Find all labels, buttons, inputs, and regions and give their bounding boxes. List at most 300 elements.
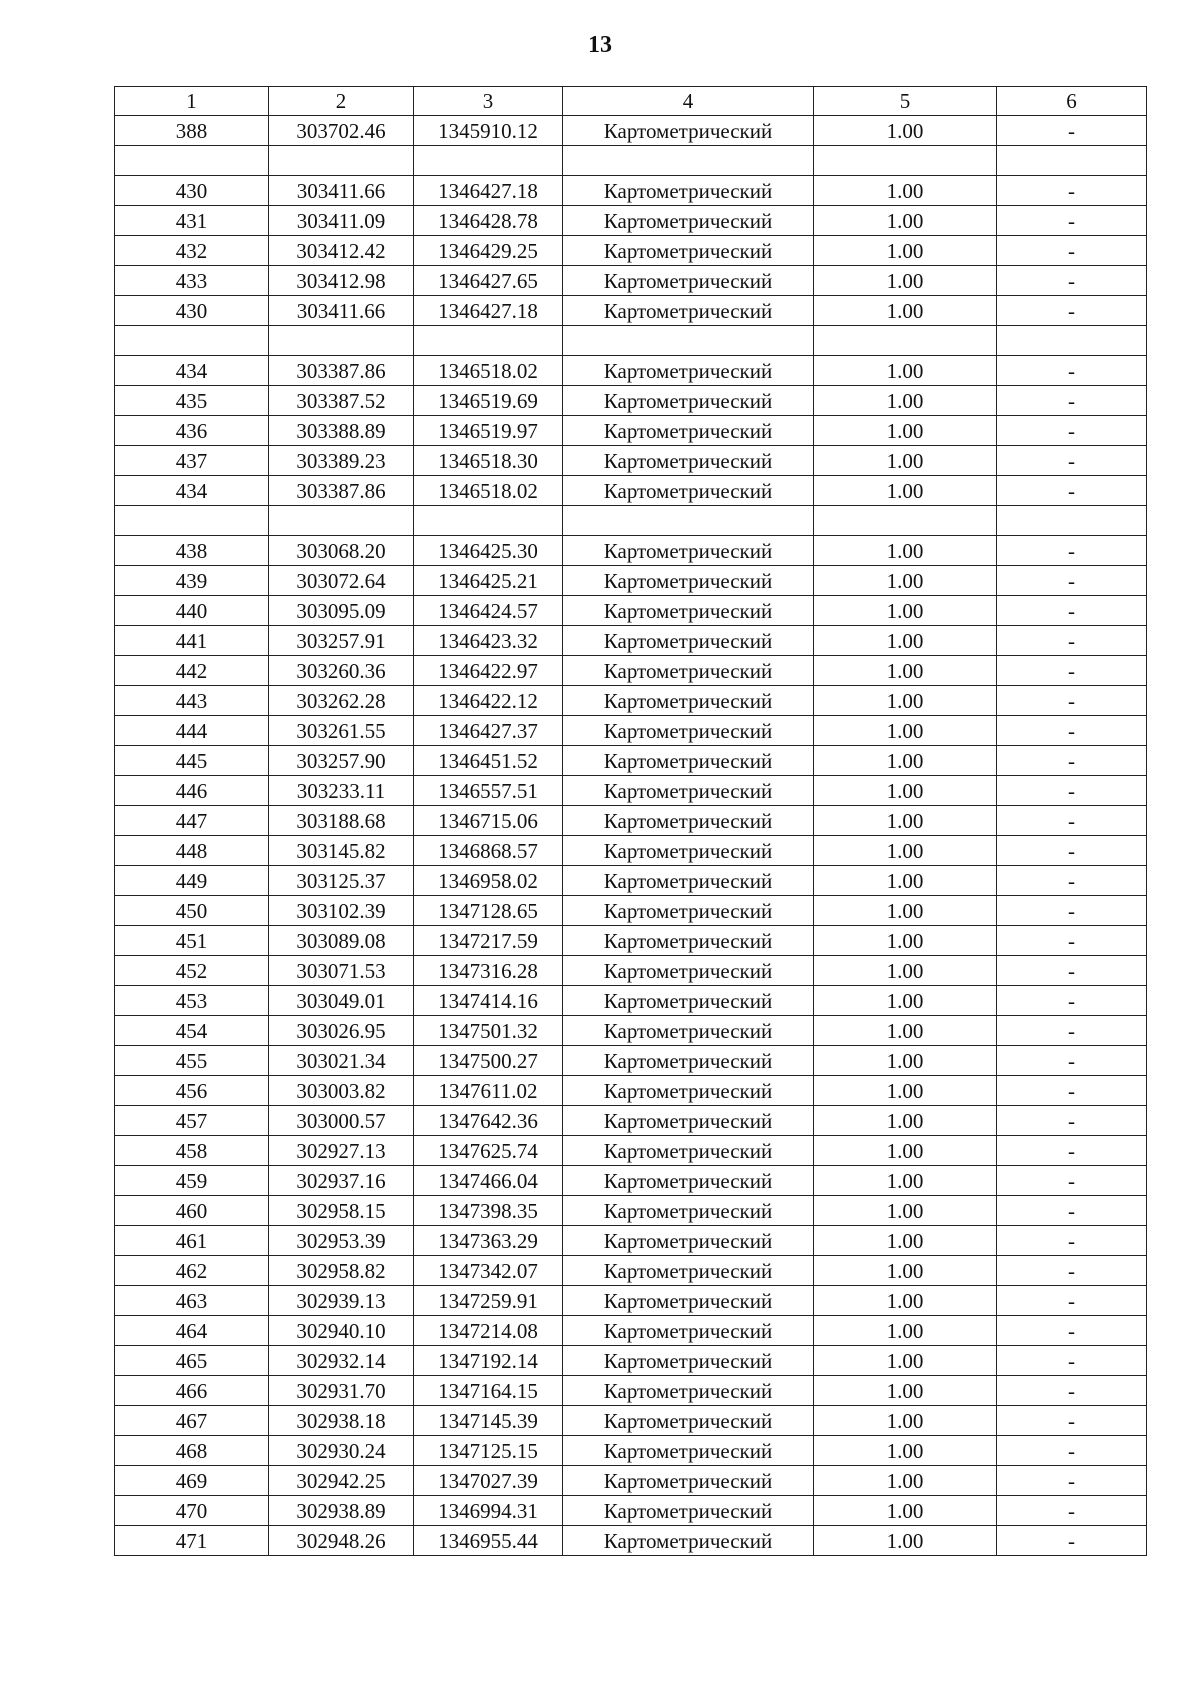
table-row [115, 1196, 1147, 1226]
table-row [115, 236, 1147, 266]
x-coordinate-cell [269, 506, 414, 536]
y-coordinate-cell: 1347642.36 [414, 1106, 563, 1136]
x-coordinate-cell: 302938.18 [269, 1406, 414, 1436]
table-row [115, 686, 1147, 716]
accuracy-cell: 1.00 [814, 1466, 997, 1496]
x-coordinate-cell: 302948.26 [269, 1526, 414, 1556]
y-coordinate-cell: 1347145.39 [414, 1406, 563, 1436]
description-cell: - [997, 1316, 1147, 1346]
y-coordinate-cell: 1346423.32 [414, 626, 563, 656]
description-cell: - [997, 1436, 1147, 1466]
y-coordinate-cell: 1346451.52 [414, 746, 563, 776]
point-number-cell: 450 [115, 896, 269, 926]
accuracy-cell: 1.00 [814, 776, 997, 806]
table-row [115, 746, 1147, 776]
x-coordinate-cell: 303125.37 [269, 866, 414, 896]
point-number-cell: 464 [115, 1316, 269, 1346]
y-coordinate-cell: 1347611.02 [414, 1076, 563, 1106]
y-coordinate-cell: 1347217.59 [414, 926, 563, 956]
point-number-cell: 432 [115, 236, 269, 266]
x-coordinate-cell: 303388.89 [269, 416, 414, 446]
x-coordinate-cell: 303262.28 [269, 686, 414, 716]
table-row [115, 446, 1147, 476]
method-cell: Картометрический [563, 176, 814, 206]
description-cell [997, 326, 1147, 356]
method-cell: Картометрический [563, 986, 814, 1016]
accuracy-cell: 1.00 [814, 626, 997, 656]
y-coordinate-cell: 1346425.30 [414, 536, 563, 566]
accuracy-cell: 1.00 [814, 116, 997, 146]
table-row [115, 416, 1147, 446]
accuracy-cell: 1.00 [814, 1196, 997, 1226]
y-coordinate-cell: 1347125.15 [414, 1436, 563, 1466]
accuracy-cell [814, 326, 997, 356]
accuracy-cell: 1.00 [814, 1256, 997, 1286]
x-coordinate-cell: 303387.86 [269, 476, 414, 506]
accuracy-cell: 1.00 [814, 1436, 997, 1466]
method-cell: Картометрический [563, 806, 814, 836]
accuracy-cell: 1.00 [814, 1016, 997, 1046]
table-row [115, 836, 1147, 866]
point-number-cell: 466 [115, 1376, 269, 1406]
accuracy-cell: 1.00 [814, 1376, 997, 1406]
point-number-cell: 460 [115, 1196, 269, 1226]
point-number-cell: 449 [115, 866, 269, 896]
y-coordinate-cell: 1346519.69 [414, 386, 563, 416]
x-coordinate-cell: 302940.10 [269, 1316, 414, 1346]
x-coordinate-cell: 303387.86 [269, 356, 414, 386]
method-cell: Картометрический [563, 356, 814, 386]
accuracy-cell: 1.00 [814, 1046, 997, 1076]
table-row [115, 986, 1147, 1016]
accuracy-cell: 1.00 [814, 476, 997, 506]
accuracy-cell: 1.00 [814, 236, 997, 266]
accuracy-cell: 1.00 [814, 1496, 997, 1526]
x-coordinate-cell: 303068.20 [269, 536, 414, 566]
method-cell [563, 326, 814, 356]
x-coordinate-cell: 303000.57 [269, 1106, 414, 1136]
accuracy-cell: 1.00 [814, 896, 997, 926]
y-coordinate-cell: 1347342.07 [414, 1256, 563, 1286]
method-cell: Картометрический [563, 266, 814, 296]
description-cell: - [997, 1226, 1147, 1256]
x-coordinate-cell: 303257.91 [269, 626, 414, 656]
method-cell: Картометрический [563, 206, 814, 236]
method-cell: Картометрический [563, 566, 814, 596]
method-cell: Картометрический [563, 386, 814, 416]
accuracy-cell: 1.00 [814, 686, 997, 716]
table-row [115, 1376, 1147, 1406]
point-number-cell: 455 [115, 1046, 269, 1076]
method-cell: Картометрический [563, 1136, 814, 1166]
table-row [115, 956, 1147, 986]
table-row [115, 1286, 1147, 1316]
y-coordinate-cell: 1347466.04 [414, 1166, 563, 1196]
table-row [115, 476, 1147, 506]
point-number-cell: 434 [115, 356, 269, 386]
method-cell: Картометрический [563, 1226, 814, 1256]
y-coordinate-cell: 1347316.28 [414, 956, 563, 986]
table-row [115, 1226, 1147, 1256]
description-cell: - [997, 896, 1147, 926]
table-row [115, 1526, 1147, 1556]
point-number-cell: 451 [115, 926, 269, 956]
x-coordinate-cell: 302931.70 [269, 1376, 414, 1406]
table-row [115, 1166, 1147, 1196]
y-coordinate-cell: 1346425.21 [414, 566, 563, 596]
column-header: 4 [563, 87, 814, 116]
accuracy-cell: 1.00 [814, 446, 997, 476]
table-row [115, 656, 1147, 686]
point-number-cell: 438 [115, 536, 269, 566]
y-coordinate-cell: 1346429.25 [414, 236, 563, 266]
y-coordinate-cell [414, 146, 563, 176]
method-cell: Картометрический [563, 476, 814, 506]
method-cell: Картометрический [563, 956, 814, 986]
point-number-cell: 444 [115, 716, 269, 746]
x-coordinate-cell: 303188.68 [269, 806, 414, 836]
x-coordinate-cell: 303095.09 [269, 596, 414, 626]
description-cell: - [997, 806, 1147, 836]
x-coordinate-cell: 302932.14 [269, 1346, 414, 1376]
point-number-cell: 448 [115, 836, 269, 866]
x-coordinate-cell: 303102.39 [269, 896, 414, 926]
x-coordinate-cell: 303411.66 [269, 176, 414, 206]
point-number-cell: 452 [115, 956, 269, 986]
point-number-cell: 468 [115, 1436, 269, 1466]
method-cell: Картометрический [563, 1286, 814, 1316]
description-cell: - [997, 716, 1147, 746]
y-coordinate-cell: 1347128.65 [414, 896, 563, 926]
x-coordinate-cell: 303412.42 [269, 236, 414, 266]
accuracy-cell: 1.00 [814, 296, 997, 326]
method-cell: Картометрический [563, 1466, 814, 1496]
table-row [115, 896, 1147, 926]
description-cell: - [997, 566, 1147, 596]
y-coordinate-cell: 1346518.02 [414, 356, 563, 386]
y-coordinate-cell: 1346424.57 [414, 596, 563, 626]
point-number-cell: 388 [115, 116, 269, 146]
accuracy-cell: 1.00 [814, 386, 997, 416]
description-cell: - [997, 1106, 1147, 1136]
method-cell: Картометрический [563, 1376, 814, 1406]
x-coordinate-cell: 302958.82 [269, 1256, 414, 1286]
method-cell: Картометрический [563, 1196, 814, 1226]
table-row [115, 356, 1147, 386]
accuracy-cell [814, 146, 997, 176]
table-row [115, 1076, 1147, 1106]
table-row [115, 296, 1147, 326]
method-cell: Картометрический [563, 1496, 814, 1526]
accuracy-cell: 1.00 [814, 1526, 997, 1556]
method-cell: Картометрический [563, 896, 814, 926]
description-cell: - [997, 926, 1147, 956]
y-coordinate-cell: 1346958.02 [414, 866, 563, 896]
table-row [115, 266, 1147, 296]
description-cell: - [997, 1136, 1147, 1166]
point-number-cell: 456 [115, 1076, 269, 1106]
x-coordinate-cell: 303387.52 [269, 386, 414, 416]
method-cell: Картометрический [563, 1316, 814, 1346]
description-cell: - [997, 116, 1147, 146]
accuracy-cell: 1.00 [814, 1286, 997, 1316]
description-cell: - [997, 1526, 1147, 1556]
point-number-cell: 463 [115, 1286, 269, 1316]
y-coordinate-cell: 1346427.18 [414, 296, 563, 326]
description-cell: - [997, 236, 1147, 266]
method-cell: Картометрический [563, 1346, 814, 1376]
point-number-cell: 462 [115, 1256, 269, 1286]
method-cell [563, 506, 814, 536]
x-coordinate-cell: 303389.23 [269, 446, 414, 476]
accuracy-cell: 1.00 [814, 1316, 997, 1346]
x-coordinate-cell: 303260.36 [269, 656, 414, 686]
accuracy-cell: 1.00 [814, 356, 997, 386]
point-number-cell: 454 [115, 1016, 269, 1046]
description-cell: - [997, 206, 1147, 236]
y-coordinate-cell: 1347501.32 [414, 1016, 563, 1046]
x-coordinate-cell: 303261.55 [269, 716, 414, 746]
point-number-cell: 470 [115, 1496, 269, 1526]
description-cell: - [997, 1466, 1147, 1496]
description-cell: - [997, 1196, 1147, 1226]
point-number-cell: 436 [115, 416, 269, 446]
y-coordinate-cell: 1347214.08 [414, 1316, 563, 1346]
description-cell: - [997, 866, 1147, 896]
point-number-cell: 433 [115, 266, 269, 296]
method-cell: Картометрический [563, 596, 814, 626]
x-coordinate-cell: 302939.13 [269, 1286, 414, 1316]
point-number-cell [115, 326, 269, 356]
method-cell: Картометрический [563, 686, 814, 716]
accuracy-cell: 1.00 [814, 956, 997, 986]
point-number-cell: 465 [115, 1346, 269, 1376]
accuracy-cell: 1.00 [814, 1136, 997, 1166]
y-coordinate-cell: 1346518.02 [414, 476, 563, 506]
x-coordinate-cell: 302927.13 [269, 1136, 414, 1166]
description-cell: - [997, 1256, 1147, 1286]
description-cell: - [997, 1376, 1147, 1406]
accuracy-cell: 1.00 [814, 1346, 997, 1376]
table-row [115, 206, 1147, 236]
table-row [115, 386, 1147, 416]
x-coordinate-cell [269, 326, 414, 356]
method-cell: Картометрический [563, 296, 814, 326]
accuracy-cell: 1.00 [814, 716, 997, 746]
y-coordinate-cell: 1347625.74 [414, 1136, 563, 1166]
table-row [115, 566, 1147, 596]
method-cell: Картометрический [563, 1046, 814, 1076]
accuracy-cell: 1.00 [814, 596, 997, 626]
point-number-cell: 441 [115, 626, 269, 656]
y-coordinate-cell: 1347259.91 [414, 1286, 563, 1316]
x-coordinate-cell: 302958.15 [269, 1196, 414, 1226]
table-row [115, 1436, 1147, 1466]
description-cell: - [997, 746, 1147, 776]
table-row [115, 866, 1147, 896]
description-cell: - [997, 1046, 1147, 1076]
method-cell: Картометрический [563, 416, 814, 446]
y-coordinate-cell: 1345910.12 [414, 116, 563, 146]
table-row [115, 146, 1147, 176]
column-header: 6 [997, 87, 1147, 116]
description-cell: - [997, 986, 1147, 1016]
column-header: 3 [414, 87, 563, 116]
y-coordinate-cell: 1347500.27 [414, 1046, 563, 1076]
method-cell: Картометрический [563, 776, 814, 806]
table-row [115, 626, 1147, 656]
point-number-cell: 435 [115, 386, 269, 416]
accuracy-cell [814, 506, 997, 536]
x-coordinate-cell [269, 146, 414, 176]
accuracy-cell: 1.00 [814, 746, 997, 776]
description-cell: - [997, 386, 1147, 416]
description-cell: - [997, 536, 1147, 566]
y-coordinate-cell: 1347164.15 [414, 1376, 563, 1406]
description-cell: - [997, 296, 1147, 326]
y-coordinate-cell: 1346427.65 [414, 266, 563, 296]
point-number-cell: 443 [115, 686, 269, 716]
y-coordinate-cell [414, 326, 563, 356]
method-cell: Картометрический [563, 656, 814, 686]
point-number-cell: 430 [115, 176, 269, 206]
description-cell: - [997, 776, 1147, 806]
description-cell: - [997, 356, 1147, 386]
table-row [115, 776, 1147, 806]
method-cell: Картометрический [563, 746, 814, 776]
method-cell: Картометрический [563, 1106, 814, 1136]
description-cell: - [997, 1166, 1147, 1196]
table-header-row [115, 87, 1147, 116]
y-coordinate-cell: 1346557.51 [414, 776, 563, 806]
accuracy-cell: 1.00 [814, 416, 997, 446]
accuracy-cell: 1.00 [814, 806, 997, 836]
point-number-cell: 446 [115, 776, 269, 806]
method-cell: Картометрический [563, 1076, 814, 1106]
accuracy-cell: 1.00 [814, 176, 997, 206]
method-cell: Картометрический [563, 236, 814, 266]
y-coordinate-cell [414, 506, 563, 536]
method-cell: Картометрический [563, 866, 814, 896]
column-header: 2 [269, 87, 414, 116]
x-coordinate-cell: 303072.64 [269, 566, 414, 596]
point-number-cell: 431 [115, 206, 269, 236]
description-cell: - [997, 1016, 1147, 1046]
table-row [115, 1016, 1147, 1046]
y-coordinate-cell: 1346428.78 [414, 206, 563, 236]
method-cell: Картометрический [563, 926, 814, 956]
point-number-cell: 434 [115, 476, 269, 506]
description-cell: - [997, 956, 1147, 986]
point-number-cell: 471 [115, 1526, 269, 1556]
accuracy-cell: 1.00 [814, 656, 997, 686]
point-number-cell: 439 [115, 566, 269, 596]
y-coordinate-cell: 1346868.57 [414, 836, 563, 866]
table-row [115, 926, 1147, 956]
description-cell: - [997, 176, 1147, 206]
y-coordinate-cell: 1346422.97 [414, 656, 563, 686]
point-number-cell: 459 [115, 1166, 269, 1196]
table-row [115, 1316, 1147, 1346]
table-row [115, 116, 1147, 146]
accuracy-cell: 1.00 [814, 1226, 997, 1256]
method-cell: Картометрический [563, 836, 814, 866]
table-row [115, 716, 1147, 746]
x-coordinate-cell: 302937.16 [269, 1166, 414, 1196]
description-cell: - [997, 1406, 1147, 1436]
x-coordinate-cell: 303702.46 [269, 116, 414, 146]
description-cell [997, 146, 1147, 176]
accuracy-cell: 1.00 [814, 926, 997, 956]
point-number-cell: 430 [115, 296, 269, 326]
table-row [115, 1496, 1147, 1526]
x-coordinate-cell: 302942.25 [269, 1466, 414, 1496]
x-coordinate-cell: 303071.53 [269, 956, 414, 986]
point-number-cell: 461 [115, 1226, 269, 1256]
x-coordinate-cell: 303233.11 [269, 776, 414, 806]
table-row [115, 596, 1147, 626]
x-coordinate-cell: 302930.24 [269, 1436, 414, 1466]
method-cell: Картометрический [563, 536, 814, 566]
x-coordinate-cell: 303411.66 [269, 296, 414, 326]
table-row [115, 1136, 1147, 1166]
point-number-cell: 440 [115, 596, 269, 626]
coordinates-table [114, 86, 1147, 1556]
description-cell: - [997, 1076, 1147, 1106]
description-cell: - [997, 656, 1147, 686]
description-cell: - [997, 416, 1147, 446]
method-cell: Картометрический [563, 1256, 814, 1286]
description-cell: - [997, 266, 1147, 296]
accuracy-cell: 1.00 [814, 1076, 997, 1106]
y-coordinate-cell: 1346519.97 [414, 416, 563, 446]
table-body [115, 116, 1147, 1556]
x-coordinate-cell: 303021.34 [269, 1046, 414, 1076]
point-number-cell: 469 [115, 1466, 269, 1496]
table-row [115, 1046, 1147, 1076]
method-cell: Картометрический [563, 716, 814, 746]
y-coordinate-cell: 1347192.14 [414, 1346, 563, 1376]
column-header: 1 [115, 87, 269, 116]
accuracy-cell: 1.00 [814, 1166, 997, 1196]
y-coordinate-cell: 1347363.29 [414, 1226, 563, 1256]
x-coordinate-cell: 302938.89 [269, 1496, 414, 1526]
point-number-cell: 453 [115, 986, 269, 1016]
table-row [115, 1106, 1147, 1136]
description-cell: - [997, 476, 1147, 506]
point-number-cell: 467 [115, 1406, 269, 1436]
method-cell: Картометрический [563, 1406, 814, 1436]
table-row [115, 1406, 1147, 1436]
page-number: 13 [588, 32, 612, 58]
accuracy-cell: 1.00 [814, 866, 997, 896]
table-row [115, 806, 1147, 836]
description-cell [997, 506, 1147, 536]
column-header: 5 [814, 87, 997, 116]
method-cell: Картометрический [563, 1166, 814, 1196]
y-coordinate-cell: 1346427.18 [414, 176, 563, 206]
y-coordinate-cell: 1347414.16 [414, 986, 563, 1016]
description-cell: - [997, 596, 1147, 626]
y-coordinate-cell: 1347398.35 [414, 1196, 563, 1226]
y-coordinate-cell: 1347027.39 [414, 1466, 563, 1496]
method-cell: Картометрический [563, 1436, 814, 1466]
x-coordinate-cell: 303145.82 [269, 836, 414, 866]
table-row [115, 536, 1147, 566]
description-cell: - [997, 1346, 1147, 1376]
y-coordinate-cell: 1346994.31 [414, 1496, 563, 1526]
x-coordinate-cell: 303003.82 [269, 1076, 414, 1106]
